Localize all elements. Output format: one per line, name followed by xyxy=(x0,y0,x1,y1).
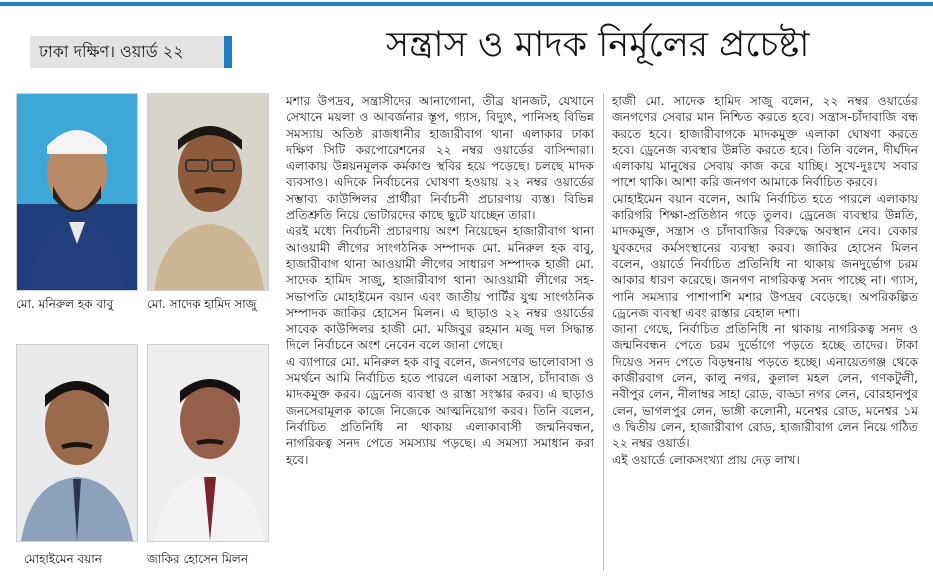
article-paragraph: এরই মধ্যে নির্বাচনী প্রচারণায় অংশ নিয়েছেন হাজারীবাগ থানা আওয়ামী লীগের সাংগঠনিক সম্পাদক মো. মনিরুল হক বাবু, হাজারীবাগ থানা আওয়ামী লীগের সাধারণ সম্পাদক হাজী মো. সাদেক হামিদ সাজু, হাজারীবাগ থানা আওয়ামী লীগের সহ-সভাপতি মোহাইমেন বয়ান এবং জাতীয় পার্টির যুগ্ম সাংগঠনিক সম্পাদক জাকির হোসেন মিলন। এ ছাড়াও ২২ নম্বর ওয়ার্ডের সাবেক কাউন্সিলর হাজী মো. মজিবুর রহমান মজু দল সিদ্ধান্ত দিলে নির্বাচনে অংশ নেবেন বলে জানা গেছে। xyxy=(286,224,594,353)
photo-mohaimen-boyan xyxy=(16,344,138,542)
section-tag: ঢাকা দক্ষিণ। ওয়ার্ড ২২ xyxy=(30,36,232,68)
photo-caption: মোহাইমেন বয়ান xyxy=(24,552,102,566)
article-paragraph: হাজী মো. সাদেক হামিদ সাজু বলেন, ২২ নম্বর ওয়ার্ডের জনগণের সেবার মান নিশ্চিত করতে হবে। সন্ত্রাস-চাঁদাবাজি বন্ধ করতে হবে। হাজারীবাগকে মাদকমুক্ত এলাকা ঘোষণা করতে হবে। ড্রেনেজ ব্যবস্থার উন্নতি করতে হবে। তিনি বলেন, দীর্ঘদিন এলাকায় মানুষের সেবায় কাজ করে যাচ্ছি। সুখে-দুঃখে সবার পাশে থাকি। আশা করি জনগণ আমাকে নির্বাচিত করবে। xyxy=(612,94,918,190)
photo-zakir-hossain-milon xyxy=(147,344,269,542)
article-paragraph: এই ওয়ার্ডে লোকসংখ্যা প্রায় দেড় লাখ। xyxy=(612,452,800,467)
article-column-1 xyxy=(286,93,594,577)
headline: সন্ত্রাস ও মাদক নির্মূলের প্রচেষ্টা xyxy=(386,25,810,65)
article-paragraph: এ ব্যাপারে মো. মনিরুল হক বাবু বলেন, জনগণের ভালোবাসা ও সমর্থনে আমি নির্বাচিত হতে পারলে এলাকা সন্ত্রাস, চাঁদাবাজ ও মাদকমুক্ত করব। ড্রেনেজ ব্যবস্থা ও রাস্তা সংস্কার করব। এ ছাড়াও জনসেবামূলক কাজে নিজেকে আত্মনিয়োগ করব। তিনি বলেন, নির্বাচিত প্রতিনিধি না থাকায় এলাকাবাসী জন্মনিবন্ধন, নাগরিকত্ব সনদ পেতে সমস্যায় পড়ছে। এ সমস্যা সমাধান করা হবে। xyxy=(286,354,594,467)
photo-monirul-hoque-babu xyxy=(16,93,138,291)
article-paragraph: জানা গেছে, নির্বাচিত প্রতিনিধি না থাকায় নাগরিকত্ব সনদ ও জন্মনিবন্ধন পেতে চরম দুর্ভোগে পড়তে হচ্ছে তাদের। টাকা দিয়েও সনদ পেতে বিড়ম্বনায় পড়তে হচ্ছে। এনায়েতগঞ্জ থেকে কাজীরবাগ লেন, কালু নগর, কুলাল মহল লেন, গণকটুলী, নবীপুর লেন, নীলাম্বর সাহা রোড, বাড্ডা নগর লেন, বোরহানপুর লেন, ভাগলপুর লেন, ভাঙ্গী কলোনী, মনেশ্বর রোড, মনেশ্বর ১ম ও দ্বিতীয় লেন, হাজারীবাগ রোড, হাজারীবাগ লেন নিয়ে গঠিত ২২ নম্বর ওয়ার্ড। xyxy=(612,322,918,451)
article-paragraph: মোহাইমেন বয়ান বলেন, আমি নির্বাচিত হতে পারলে এলাকায় কারিগরি শিক্ষা-প্রতিষ্ঠান গড়ে তুলব। ড্রেনেজ ব্যবস্থার উন্নতি, মাদকমুক্ত, সন্ত্রাস ও চাঁদাবাজির বিরুদ্ধে অবস্থান নেব। বেকার যুবকদের কর্মসংস্থানের ব্যবস্থা করব। জাকির হোসেন মিলন বলেন, ওয়ার্ডে নির্বাচিত প্রতিনিধি না থাকায় জনদুর্ভোগ চরম আকার ধারণ করেছে। জনগণ নাগরিকত্ব সনদ পাচ্ছে না। গ্যাস, পানি সমস্যার পাশাপাশি মশার উপদ্রব বেড়েছে। অপরিকল্পিত ড্রেনেজ ব্যবস্থা এবং রাস্তার বেহাল দশা। xyxy=(612,191,918,320)
photo-caption: মো. মনিরুল হক বাবু xyxy=(16,297,114,311)
article-paragraph: মশার উপদ্রব, সন্ত্রাসীদের আনাগোনা, তীব্র যানজট, যেখানে সেখানে ময়লা ও আবর্জনার স্তূপ, গ্যাস, বিদ্যুৎ, পানিসহ বিভিন্ন সমস্যায় অতিষ্ঠ রাজধানীর হাজারীবাগ থানা এলাকার ঢাকা দক্ষিণ সিটি করপোরেশনের ২২ নম্বর ওয়ার্ডের বাসিন্দারা। এলাকায় উন্নয়নমূলক কর্মকাণ্ড স্থবির হয়ে পড়েছে। চলছে মাদক ব্যবসাও। এদিকে নির্বাচনের ঘোষণা হওয়ায় ২২ নম্বর ওয়ার্ডের সম্ভাব্য কাউন্সিলর প্রার্থীরা নির্বাচনী প্রচারণায় ব্যস্ত। বিভিন্ন প্রতিশ্রুতি নিয়ে ভোটারদের কাছে ছুটে যাচ্ছেন তারা। xyxy=(286,94,594,223)
photo-sadek-hamid-saju xyxy=(147,93,269,291)
column-divider xyxy=(603,93,604,571)
photo-caption: জাকির হোসেন মিলন xyxy=(147,552,249,566)
top-rule xyxy=(0,2,933,6)
photo-caption: মো. সাদেক হামিদ সাজু xyxy=(147,297,257,311)
article-column-2 xyxy=(612,93,918,577)
